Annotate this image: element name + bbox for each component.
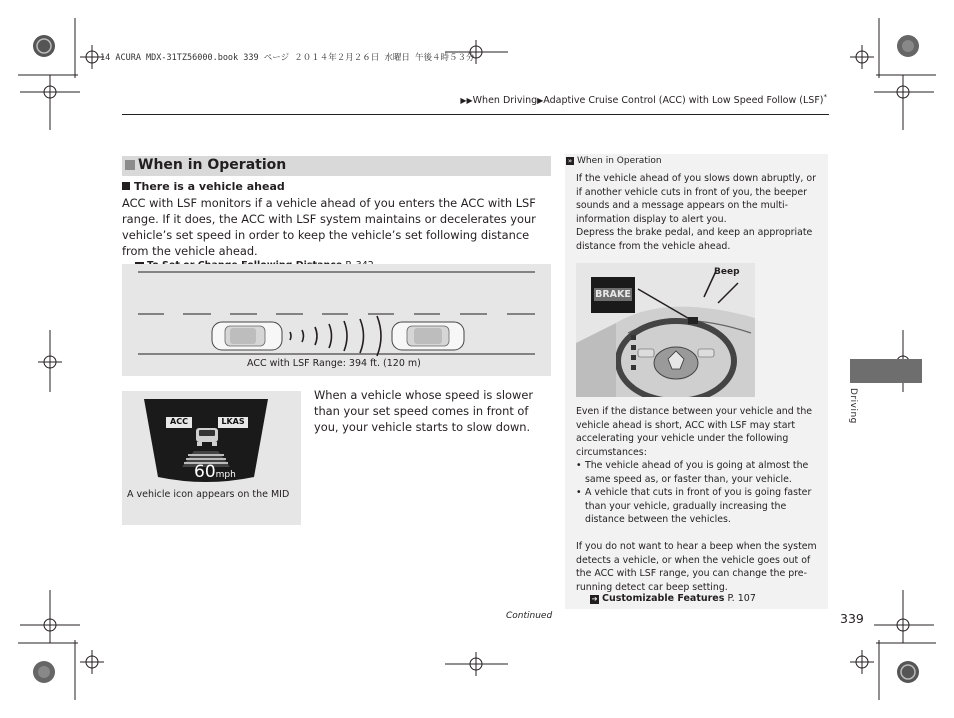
double-arrow-icon: ▶▶	[460, 96, 473, 106]
own-car-icon	[212, 322, 282, 350]
sidebar-para-3: Even if the distance between your vehicle and the vehicle ahead is short, ACC with LSF may start accelerating your vehicle under the following circumstances:	[576, 406, 813, 458]
breadcrumb	[460, 93, 827, 106]
ref-page: P. 107	[727, 593, 756, 604]
list-item: • A vehicle that cuts in front of you is going faster than your vehicle, gradually increasing the distance between the vehicles.	[576, 486, 821, 527]
breadcrumb-asterisk: *	[823, 93, 827, 101]
page-number: 339	[840, 611, 864, 626]
arrow-icon: ▶	[537, 96, 544, 106]
breadcrumb-item-acc[interactable]: Adaptive Cruise Control (ACC) with Low Speed Follow (LSF)	[543, 95, 824, 107]
brake-label: BRAKE	[595, 289, 631, 300]
sidebar-bullet-list	[576, 459, 821, 527]
range-caption: ACC with LSF Range: 394 ft. (120 m)	[247, 358, 421, 369]
mid-caption: A vehicle icon appears on the MID	[127, 489, 290, 500]
section-body	[122, 195, 552, 274]
sidebar-para-4: If you do not want to hear a beep when the system detects a vehicle, or when the vehicle goes out of the ACC with LSF range, you can change the pre-running detect car beep setting.	[576, 541, 817, 593]
section-body-text: ACC with LSF monitors if a vehicle ahead of you enters the ACC with LSF range. If it does, the ACC with LSF system maintains or decelerates your vehicle’s set speed in order to keep the vehicle’s set following distance from the vehicle ahead.	[122, 196, 536, 258]
section-heading-text: When in Operation	[138, 157, 287, 173]
sidebar-para-1: If the vehicle ahead of you slows down abruptly, or if another vehicle cuts in front of you, the beeper sounds and a message appears on the multi-information display to alert you.	[576, 173, 816, 225]
double-arrow-icon: »	[567, 157, 573, 165]
speed-value: 60	[194, 462, 216, 482]
sidebar-title-text: When in Operation	[577, 156, 662, 166]
acc-range-figure	[122, 264, 551, 376]
section-heading	[122, 156, 551, 176]
brake-warning-figure	[576, 263, 755, 397]
brake-message-box	[591, 277, 635, 313]
ref-title[interactable]: Customizable Features	[602, 593, 725, 604]
front-car-icon	[392, 322, 464, 350]
square-bullet-icon	[122, 182, 130, 190]
square-bullet-icon	[125, 160, 135, 170]
print-header: 14 ACURA MDX-31TZ56000.book 339 ページ ２０１４年２月２６日 水曜日 午後４時５３分	[100, 53, 475, 63]
sidebar-cross-reference[interactable]	[590, 593, 756, 604]
continued-label: Continued	[506, 611, 553, 621]
mid-figure	[122, 391, 301, 525]
speed-unit: mph	[215, 470, 236, 480]
list-item: • The vehicle ahead of you is going at almost the same speed as, or faster than, your vehicle.	[576, 459, 821, 486]
lkas-label: LKAS	[221, 417, 245, 426]
sidebar-title	[566, 156, 662, 166]
acc-label: ACC	[170, 417, 188, 426]
reference-arrow-icon: ➔	[591, 595, 598, 603]
chapter-tab[interactable]	[850, 359, 922, 383]
sidebar-para-2: Depress the brake pedal, and keep an appropriate distance from the vehicle ahead.	[576, 227, 813, 252]
breadcrumb-item-when-driving[interactable]: When Driving	[472, 95, 538, 107]
chapter-tab-label: Driving	[848, 388, 858, 424]
sub-heading-text: There is a vehicle ahead	[134, 180, 285, 193]
top-rule	[122, 114, 829, 115]
speed-readout	[194, 462, 236, 482]
sub-heading	[122, 180, 285, 193]
slow-vehicle-text: When a vehicle whose speed is slower than your set speed comes in front of you, your vehicle starts to slow down.	[314, 388, 534, 434]
beep-label: Beep	[714, 267, 740, 277]
